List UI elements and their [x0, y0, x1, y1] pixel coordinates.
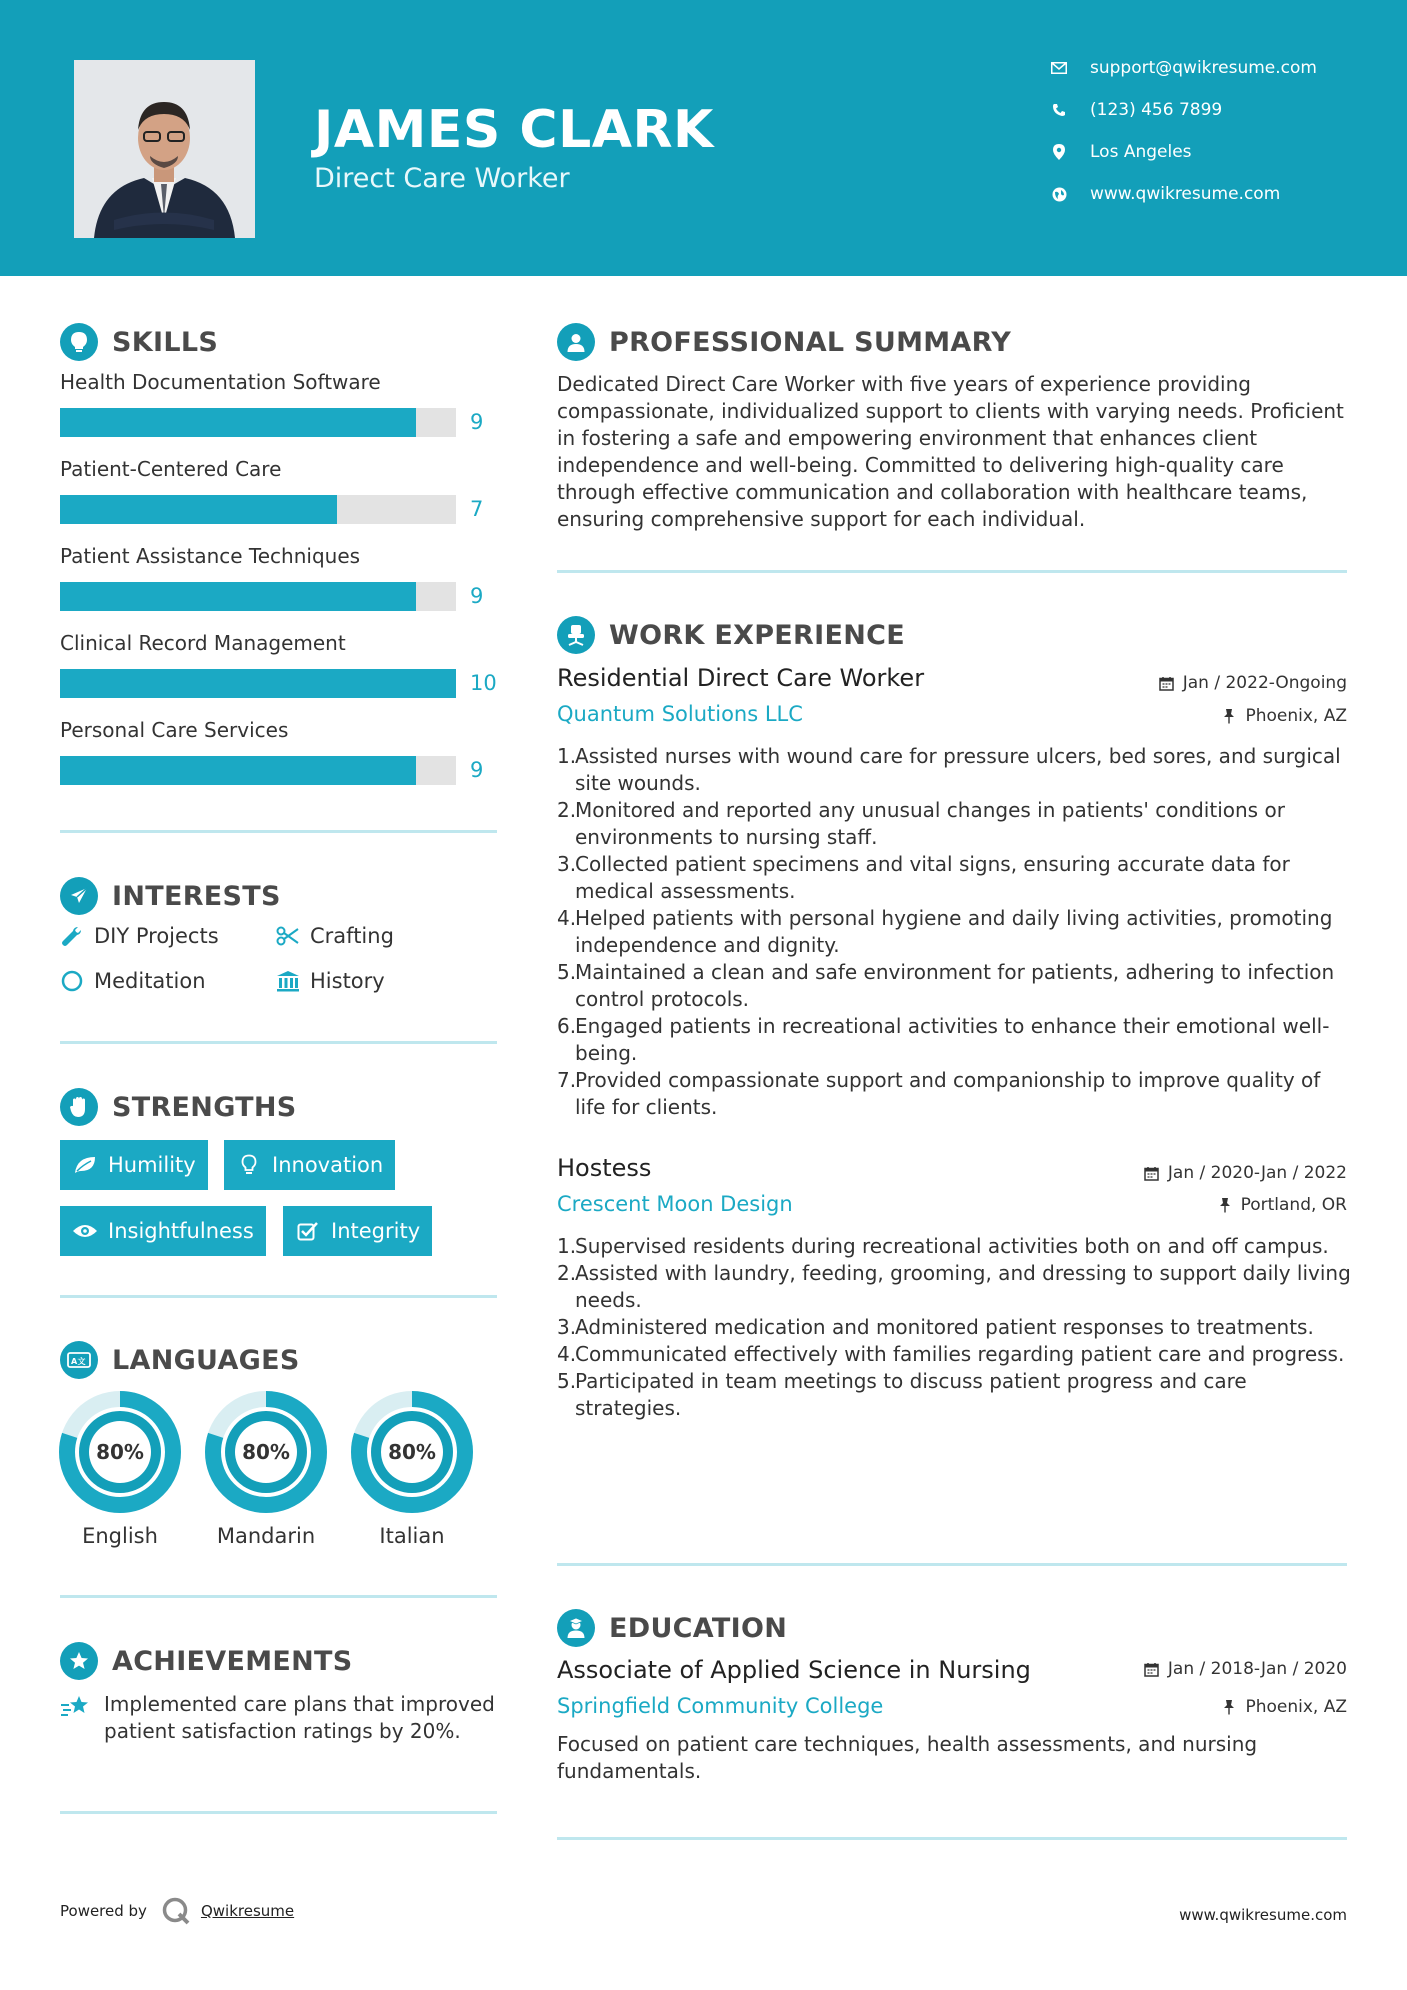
- contact-location: [1050, 142, 1192, 162]
- language-name: Italian: [379, 1524, 445, 1548]
- education-dates-text: Jan / 2018-Jan / 2020: [1167, 1659, 1347, 1679]
- envelope-icon: [1050, 59, 1068, 77]
- section-divider: [60, 1595, 497, 1598]
- lightbulb-icon: [60, 323, 98, 361]
- skills-title-text: SKILLS: [112, 326, 219, 358]
- interest-label: Crafting: [310, 924, 394, 948]
- powered-by-text: Powered by: [60, 1902, 147, 1920]
- job-bullet-item: Assisted nurses with wound care for pressure ulcers, bed sores, and surgical site wounds.: [575, 744, 1341, 795]
- language-name: Mandarin: [216, 1524, 316, 1548]
- scissors-icon: [276, 924, 300, 948]
- job-bullet-item: Provided compassionate support and companionship to improve quality of life for clients.: [575, 1068, 1321, 1119]
- skill-bar-track: [60, 669, 456, 698]
- skill-bar-fill: [60, 408, 416, 437]
- interest-item-diy: [60, 924, 219, 948]
- achievements-section-title: [60, 1642, 353, 1680]
- footer-powered-by: [60, 1896, 294, 1926]
- job-title: Hostess: [557, 1154, 652, 1182]
- job-location-text: Portland, OR: [1240, 1195, 1347, 1215]
- skill-bar-fill: [60, 582, 416, 611]
- section-divider: [557, 1837, 1347, 1840]
- degree-title: Associate of Applied Science in Nursing: [557, 1656, 1031, 1684]
- education-section-title: [557, 1609, 787, 1647]
- skill-bar-track: [60, 756, 456, 785]
- circle-icon: [60, 969, 84, 993]
- paper-plane-icon: [60, 877, 98, 915]
- office-chair-icon: [557, 616, 595, 654]
- skill-value: 9: [470, 758, 484, 782]
- skill-bar-track: [60, 408, 456, 437]
- pushpin-icon: [1221, 708, 1237, 724]
- language-ring: [204, 1390, 328, 1518]
- job-bullet-item: Assisted with laundry, feeding, grooming, and dressing to support daily living needs.: [575, 1261, 1351, 1312]
- job-dates-text: Jan / 2020-Jan / 2022: [1167, 1163, 1347, 1183]
- strength-tag-humility: [60, 1140, 208, 1190]
- hand-icon: [60, 1088, 98, 1126]
- language-ring: [58, 1390, 182, 1518]
- section-divider: [60, 1811, 497, 1814]
- skill-value: 7: [470, 497, 484, 521]
- contact-email[interactable]: [1050, 58, 1317, 78]
- interest-label: Meditation: [94, 969, 206, 993]
- education-description: Focused on patient care techniques, health assessments, and nursing fundamentals.: [557, 1732, 1258, 1783]
- job-title: Residential Direct Care Worker: [557, 664, 925, 692]
- footer-website[interactable]: www.qwikresume.com: [1179, 1906, 1347, 1924]
- lightbulb-icon: [236, 1152, 262, 1178]
- check-square-icon: [295, 1218, 321, 1244]
- calendar-icon: [1144, 1661, 1160, 1677]
- job-dates-text: Jan / 2022-Ongoing: [1182, 673, 1347, 693]
- strength-label: Humility: [108, 1153, 196, 1177]
- job-company[interactable]: Quantum Solutions LLC: [557, 702, 803, 726]
- languages-title-text: LANGUAGES: [112, 1344, 300, 1376]
- user-icon: [557, 323, 595, 361]
- interest-item-meditation: [60, 969, 206, 993]
- contact-phone[interactable]: [1050, 100, 1222, 120]
- job-location: [1221, 706, 1347, 726]
- education-location-text: Phoenix, AZ: [1245, 1697, 1347, 1717]
- strength-label: Insightfulness: [108, 1219, 254, 1243]
- contact-website[interactable]: [1050, 184, 1280, 204]
- strength-tag-insightfulness: [60, 1206, 266, 1256]
- achievement-item: Implemented care plans that improved patient satisfaction ratings by 20%.: [104, 1692, 495, 1743]
- job-bullet-item: Participated in team meetings to discuss patient progress and care strategies.: [575, 1369, 1247, 1420]
- wrench-icon: [60, 924, 84, 948]
- job-company[interactable]: Crescent Moon Design: [557, 1192, 793, 1216]
- skill-bar-fill: [60, 669, 456, 698]
- leaf-icon: [72, 1152, 98, 1178]
- interest-item-crafting: [276, 924, 394, 948]
- skill-name: Personal Care Services: [60, 718, 289, 742]
- languages-section-title: [60, 1341, 300, 1379]
- skill-name: Clinical Record Management: [60, 631, 346, 655]
- resume-header: [0, 0, 1407, 276]
- language-name: English: [82, 1524, 158, 1548]
- star-badge-icon: [60, 1642, 98, 1680]
- strength-label: Innovation: [272, 1153, 384, 1177]
- job-dates: [1159, 673, 1347, 693]
- strength-tag-integrity: [283, 1206, 432, 1256]
- achievements-title-text: ACHIEVEMENTS: [112, 1645, 353, 1677]
- contact-website-text: www.qwikresume.com: [1090, 184, 1281, 204]
- skill-value: 9: [470, 584, 484, 608]
- skills-section-title: [60, 323, 218, 361]
- interests-section-title: [60, 877, 281, 915]
- job-bullets: [557, 1233, 1357, 1422]
- interest-item-history: [276, 969, 385, 993]
- section-divider: [60, 1295, 497, 1298]
- job-bullet-item: Communicated effectively with families regarding patient care and progress.: [575, 1342, 1345, 1366]
- phone-icon: [1050, 101, 1068, 119]
- language-level-text: 80%: [96, 1440, 144, 1464]
- skill-value: 10: [470, 671, 497, 695]
- svg-text:A文: A文: [71, 1357, 86, 1366]
- summary-text: Dedicated Direct Care Worker with five years of experience providing compassionate, individualized support to clients with varying needs. Proficient in fostering a safe and empowering environment that enhances client independence and well-being. Committed to delivering high-quality care through effective communication and collaboration with healthcare teams, ensuring comprehensive support for each individual.: [557, 372, 1344, 531]
- calendar-icon: [1144, 1165, 1160, 1181]
- skill-bar-track: [60, 582, 456, 611]
- summary-title-text: PROFESSIONAL SUMMARY: [609, 326, 1012, 358]
- shooting-star-icon: [60, 1693, 92, 1723]
- skill-bar-fill: [60, 756, 416, 785]
- job-bullet-item: Maintained a clean and safe environment for patients, adhering to infection control protocols.: [575, 960, 1335, 1011]
- section-divider: [60, 830, 497, 833]
- graduate-icon: [557, 1609, 595, 1647]
- job-bullet-item: Monitored and reported any unusual changes in patients' conditions or environments to nursing staff.: [575, 798, 1285, 849]
- eye-icon: [72, 1218, 98, 1244]
- education-title-text: EDUCATION: [609, 1612, 788, 1644]
- map-pin-icon: [1050, 143, 1068, 161]
- candidate-role: Direct Care Worker: [314, 163, 570, 194]
- contact-email-text: support@qwikresume.com: [1090, 58, 1317, 78]
- skill-name: Health Documentation Software: [60, 370, 381, 394]
- interest-label: DIY Projects: [94, 924, 219, 948]
- language-level-text: 80%: [388, 1440, 436, 1464]
- language-icon: [60, 1341, 98, 1379]
- experience-title-text: WORK EXPERIENCE: [609, 619, 905, 651]
- contact-phone-text: (123) 456 7899: [1090, 100, 1223, 120]
- strength-tag-innovation: [224, 1140, 395, 1190]
- qwikresume-logo-icon: [161, 1896, 191, 1926]
- skill-name: Patient-Centered Care: [60, 457, 282, 481]
- skill-bar-fill: [60, 495, 337, 524]
- job-bullet-item: Engaged patients in recreational activities to enhance their emotional well-being.: [575, 1014, 1330, 1065]
- skill-bar-track: [60, 495, 456, 524]
- strength-label: Integrity: [331, 1219, 421, 1243]
- language-level-text: 80%: [242, 1440, 290, 1464]
- section-divider: [557, 570, 1347, 573]
- summary-section-title: [557, 323, 1011, 361]
- job-bullet-item: Collected patient specimens and vital signs, ensuring accurate data for medical assessments.: [575, 852, 1290, 903]
- pushpin-icon: [1217, 1197, 1233, 1213]
- globe-icon: [1050, 185, 1068, 203]
- skill-name: Patient Assistance Techniques: [60, 544, 361, 568]
- job-bullets: [557, 743, 1357, 1121]
- language-ring: [350, 1390, 474, 1518]
- skill-value: 9: [470, 410, 484, 434]
- profile-photo: [74, 60, 255, 238]
- interests-title-text: INTERESTS: [112, 880, 281, 912]
- experience-section-title: [557, 616, 905, 654]
- job-bullet-item: Administered medication and monitored patient responses to treatments.: [575, 1315, 1314, 1339]
- calendar-icon: [1159, 675, 1175, 691]
- education-dates: [1144, 1659, 1347, 1679]
- job-bullet-item: Supervised residents during recreational activities both on and off campus.: [575, 1234, 1329, 1258]
- interest-label: History: [310, 969, 385, 993]
- candidate-name: JAMES CLARK: [314, 100, 714, 160]
- qwikresume-link[interactable]: Qwikresume: [200, 1902, 295, 1920]
- contact-location-text: Los Angeles: [1090, 142, 1192, 162]
- job-location-text: Phoenix, AZ: [1245, 706, 1347, 726]
- museum-icon: [276, 969, 300, 993]
- job-location: [1217, 1195, 1347, 1215]
- education-location: [1221, 1697, 1347, 1717]
- strengths-title-text: STRENGTHS: [112, 1091, 297, 1123]
- section-divider: [60, 1041, 497, 1044]
- job-bullet-item: Helped patients with personal hygiene and daily living activities, promoting independence and dignity.: [575, 906, 1333, 957]
- section-divider: [557, 1563, 1347, 1566]
- pushpin-icon: [1221, 1699, 1237, 1715]
- job-dates: [1144, 1163, 1347, 1183]
- school-name[interactable]: Springfield Community College: [557, 1694, 884, 1718]
- strengths-section-title: [60, 1088, 297, 1126]
